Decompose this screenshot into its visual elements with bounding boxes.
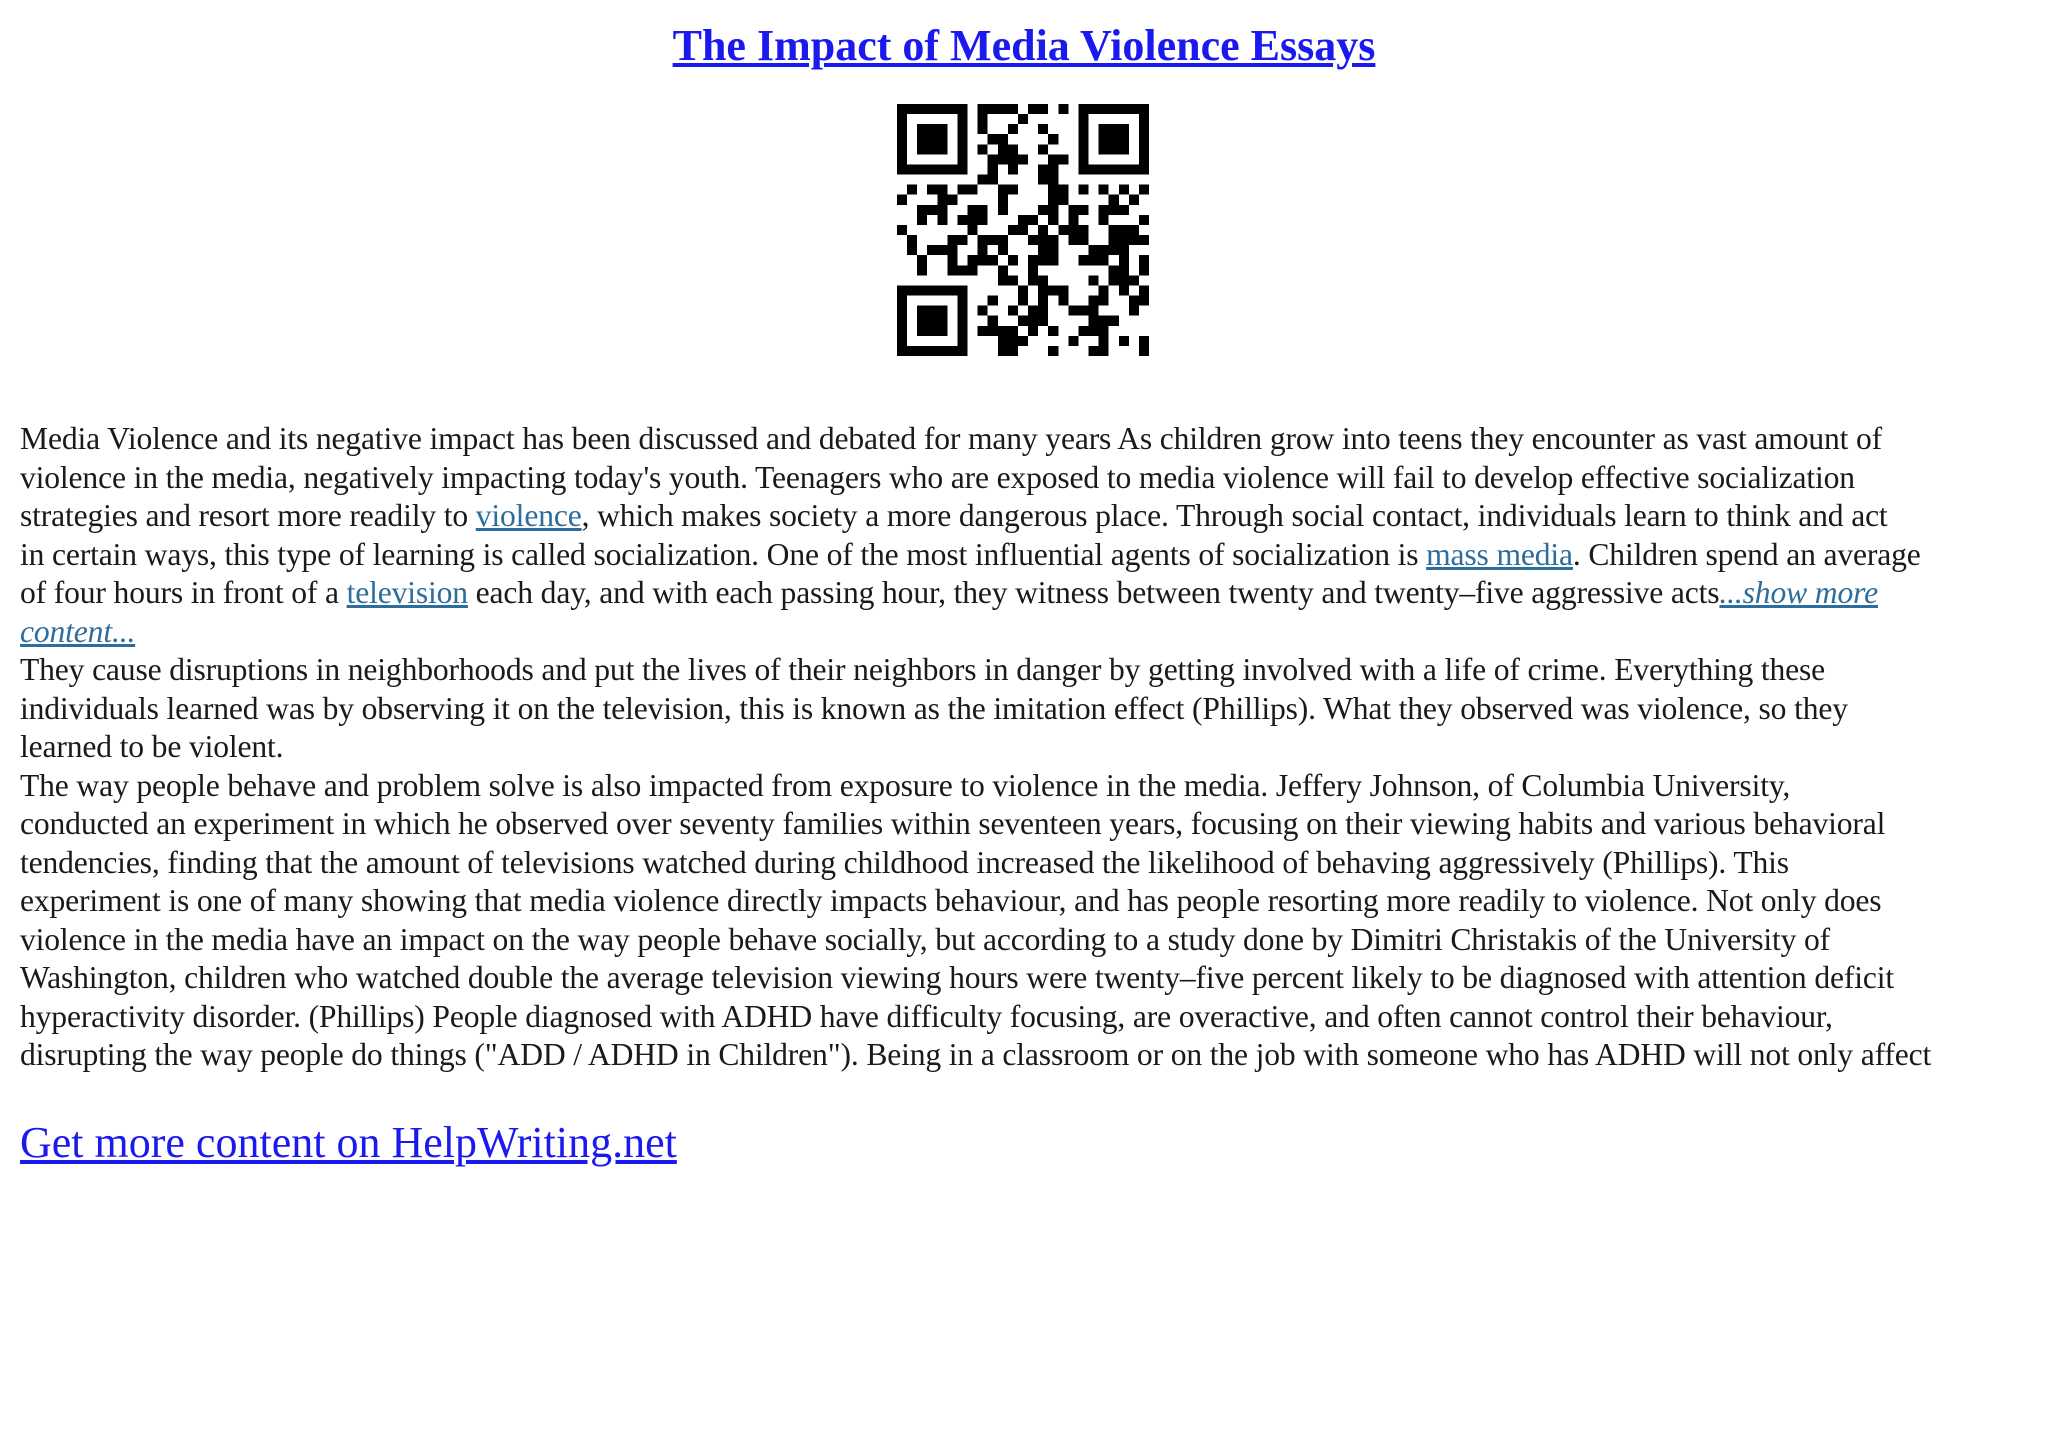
text-line: violence in the media, negatively impacting today's youth. Teenagers who are exposed to media violence will fail to develop effective socialization [20, 459, 1855, 495]
show-more-link-continued[interactable]: content... [20, 613, 136, 649]
text-line: conducted an experiment in which he observed over seventy families within seventeen years, focusing on their viewing habits and various behavioral [20, 806, 1886, 841]
text-line: disrupting the way people do things ("ADD / ADHD in Children"). Being in a classroom or on the job with someone who has ADHD will not only affect [20, 1037, 1932, 1072]
text-line: experiment is one of many showing that media violence directly impacts behaviour, and has people resorting more readily to violence. Not only does [20, 883, 1882, 918]
text-segment: in certain ways, this type of learning is called socialization. One of the most influential agents of socialization is [20, 536, 1427, 572]
text-line [20, 574, 2040, 613]
page-title [0, 18, 2048, 74]
text-line: individuals learned was by observing it on the television, this is known as the imitation effect (Phillips). What they observed was violence, so they [20, 690, 1848, 726]
text-segment: . Children spend an average [1572, 536, 1921, 572]
text-segment: of four hours in front of a [20, 575, 347, 610]
essay-excerpt [20, 420, 2040, 1075]
text-line: tendencies, finding that the amount of televisions watched during childhood increased the likelihood of behaving aggressively (Phillips). This [20, 844, 1789, 880]
text-line: violence in the media have an impact on the way people behave socially, but according to a study done by Dimitri Christakis of the University of [20, 921, 1831, 957]
get-more-content-link[interactable]: Get more content on HelpWriting.net [20, 1118, 677, 1167]
text-line [20, 497, 2040, 536]
show-more-link[interactable]: ...show more [1719, 575, 1878, 610]
text-line: Washington, children who watched double the average television viewing hours were twenty–five percent likely to be diagnosed with attention deficit [20, 960, 1894, 995]
text-line: The way people behave and problem solve is also impacted from exposure to violence in the media. Jeffery Johnson, of Columbia University, [20, 767, 1791, 803]
title-link[interactable]: The Impact of Media Violence Essays [672, 21, 1376, 70]
text-line: hyperactivity disorder. (Phillips) People diagnosed with ADHD have difficulty focusing, are overactive, and often cannot control their behaviour, [20, 998, 1833, 1034]
mass-media-link[interactable]: mass media [1426, 536, 1573, 572]
text-line: They cause disruptions in neighborhoods and put the lives of their neighbors in danger by getting involved with a life of crime. Everything these [20, 652, 1826, 687]
text-segment: , which makes society a more dangerous place. Through social contact, individuals learn to think and act [581, 498, 1888, 533]
text-line: learned to be violent. [20, 729, 284, 764]
qr-code-icon [897, 104, 1149, 356]
text-line: Media Violence and its negative impact has been discussed and debated for many years As children grow into teens they encounter as vast amount of [20, 421, 1883, 456]
text-segment: strategies and resort more readily to [20, 498, 476, 533]
text-segment: each day, and with each passing hour, they witness between twenty and twenty–five aggressive acts [467, 575, 1720, 610]
text-line [20, 613, 2040, 652]
television-link[interactable]: television [346, 575, 468, 610]
violence-link[interactable]: violence [475, 498, 582, 533]
text-line [20, 536, 2040, 575]
